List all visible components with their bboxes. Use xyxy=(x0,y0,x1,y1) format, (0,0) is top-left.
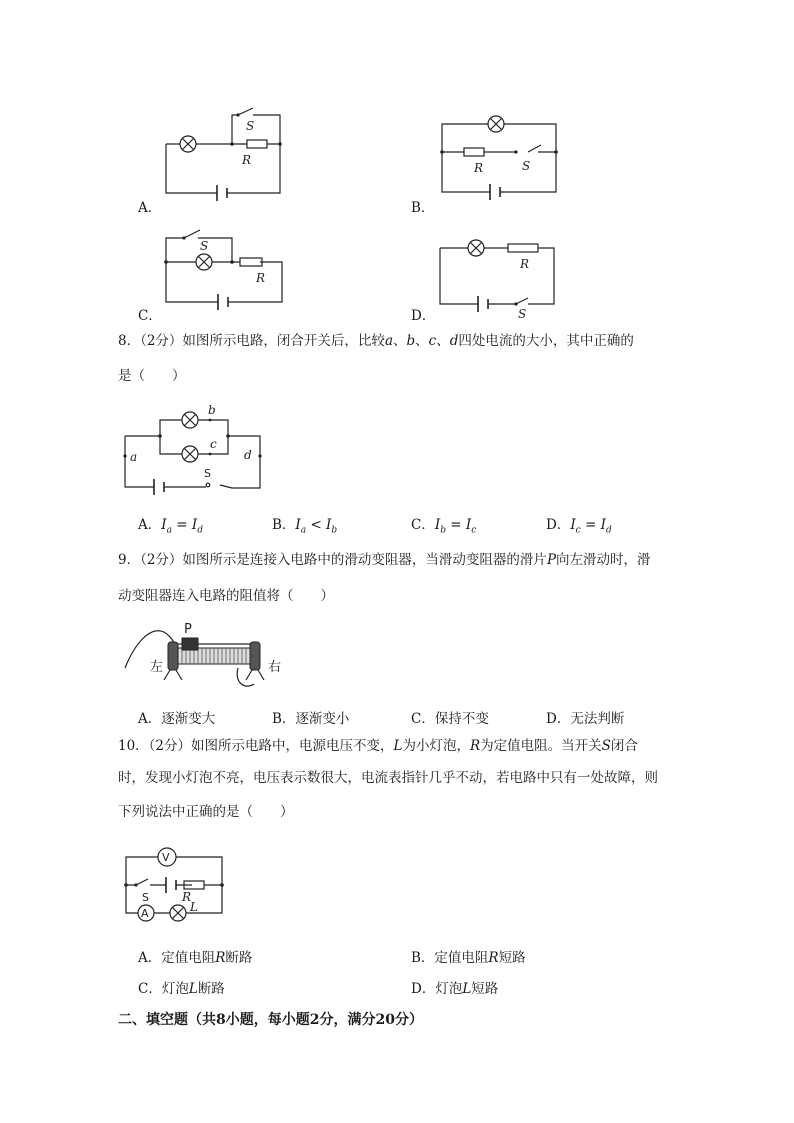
option-letter: C． xyxy=(138,308,162,324)
option-a[interactable]: A．逐渐变大 xyxy=(138,711,216,727)
option-letter: B． xyxy=(411,200,435,216)
label-d: d xyxy=(244,448,252,462)
question-8-stem-line2: 是（ ） xyxy=(118,368,186,384)
label-c: c xyxy=(210,437,217,451)
label-a: a xyxy=(130,450,138,464)
option-b[interactable]: B．$I_a < I_b$ xyxy=(272,517,338,536)
circuit-diagram-b xyxy=(438,112,568,202)
option-c[interactable]: C．$I_b = I_c$ xyxy=(411,517,477,536)
svg-text:S: S xyxy=(200,239,209,253)
option-d[interactable]: D．无法判断 xyxy=(546,711,625,727)
question-9-stem-line2: 动变阻器连入电路的阻值将（ ） xyxy=(118,588,334,604)
option-letter: A． xyxy=(138,200,162,216)
svg-text:S: S xyxy=(518,307,527,321)
voltmeter-label: V xyxy=(162,851,170,864)
q10-circuit-diagram xyxy=(120,845,230,920)
option-b[interactable]: B．逐渐变小 xyxy=(272,711,350,727)
ammeter-label: A xyxy=(141,907,149,920)
question-8-stem: 8．（2分）如图所示电路，闭合开关后，比较a、b、c、d四处电流的大小，其中正确的 xyxy=(118,333,634,349)
svg-text:S: S xyxy=(522,159,531,173)
label-right: 右 xyxy=(268,660,282,675)
option-letter: D． xyxy=(411,308,436,324)
option-a[interactable]: A．定值电阻R断路 xyxy=(138,950,253,966)
section-heading: 二、填空题（共8小题，每小题2分，满分20分） xyxy=(118,1012,423,1028)
option-c[interactable]: C．保持不变 xyxy=(411,711,489,727)
option-d[interactable]: D．$I_c = I_d$ xyxy=(546,517,612,536)
svg-text:R: R xyxy=(520,257,530,271)
label-s: S xyxy=(204,467,211,480)
question-10-stem-line2: 时，发现小灯泡不亮，电压表示数很大，电流表指针几乎不动，若电路中只有一处故障，则 xyxy=(118,770,658,786)
svg-text:R: R xyxy=(242,153,252,167)
circuit-diagram-d xyxy=(436,236,566,321)
svg-text:R: R xyxy=(256,271,266,285)
circuit-diagram-a xyxy=(150,100,290,200)
label-l: L xyxy=(190,900,198,914)
label-s: S xyxy=(142,891,149,904)
svg-text:S: S xyxy=(246,119,255,133)
rheostat-figure xyxy=(120,618,295,698)
option-c[interactable]: C．灯泡L断路 xyxy=(138,981,225,997)
option-b[interactable]: B．定值电阻R短路 xyxy=(411,950,526,966)
label-b: b xyxy=(208,403,216,417)
question-10-stem: 10．（2分）如图所示电路中，电源电压不变，L为小灯泡，R为定值电阻。当开关S闭合 xyxy=(118,738,638,754)
label-r: R xyxy=(182,890,192,904)
question-10-stem-line3: 下列说法中正确的是（ ） xyxy=(118,804,294,820)
option-a[interactable]: A．$I_a = I_d$ xyxy=(138,517,203,536)
svg-text:R: R xyxy=(474,161,484,175)
label-left: 左 xyxy=(150,660,164,675)
question-9-stem: 9．（2分）如图所示是连接入电路中的滑动变阻器，当滑动变阻器的滑片P向左滑动时，滑 xyxy=(118,552,651,568)
option-d[interactable]: D．灯泡L短路 xyxy=(411,981,499,997)
circuit-diagram-c xyxy=(160,220,290,310)
label-p: P xyxy=(184,622,192,637)
q8-circuit-diagram xyxy=(120,400,265,495)
